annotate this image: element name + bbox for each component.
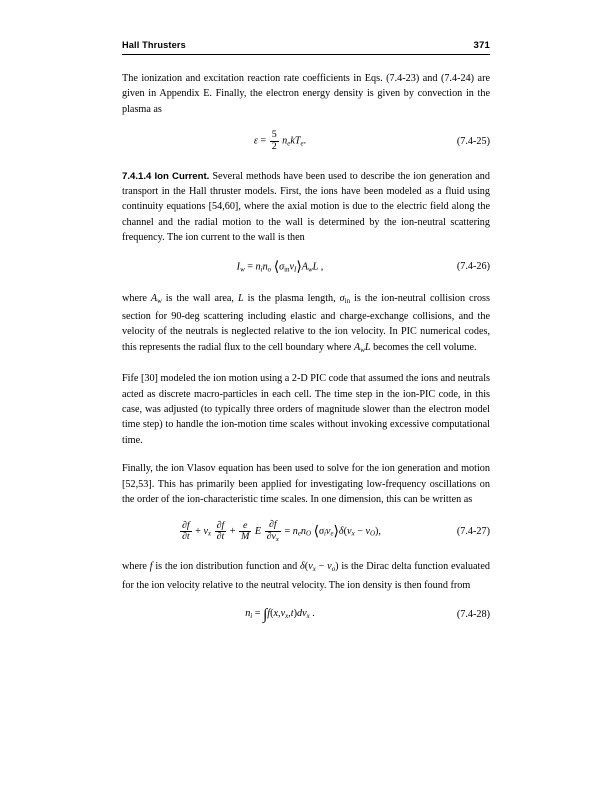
paragraph-4: Fife [30] modeled the ion motion using a 2-D PIC code that assumed the ions and neutrals acted as discrete macro-particles in each cell. The time step in the ion-PIC code, in this case, was adjusted (to typically three orders of magnitude slower than the electron model time step) to handle the ion-motion time scales without invoking excessive computational time.: [122, 373, 490, 446]
paragraph-5: Finally, the ion Vlasov equation has been used to solve for the ion generation and motion [52,53]. This has primarily been applied for investigating low-frequency oscillations on the order of the ion-characteristic time scales. In one dimension, this can be written as: [122, 463, 490, 505]
paragraph-2-text: Several methods have been used to describe the ion generation and transport in the Hall thruster models. First, the ions have been modeled as a fluid using continuity equations [54,60], where the axial motion is due to the electric field along the channel and the radial motion to the wall is determined by the ion-neutral scattering frequency. The ion current to the wall is then: [122, 170, 490, 244]
equation-7-4-27-body: $\frac{\partial f}{\partial t}$ + $v_x$ $\frac{\partial f}{\partial t}$ + $\frac{e}{M}$ E $\frac{\partial f}{\partial v_x}$ = $n_en_O$ $⟨\sigma_iv_e⟩\delta(v_x - v_O)$,: [182, 519, 381, 543]
equation-7-4-25-body: ε = $\frac{5}{2}$ $n_ekT_e$.: [253, 129, 307, 152]
paragraph-1: The ionization and excitation reaction rate coefficients in Eqs. (7.4-23) and (7.4-24) are given in Appendix E. Finally, the electron energy density is given by convection in the plasma as: [122, 73, 490, 115]
equation-7-4-25: [122, 130, 490, 152]
equation-7-4-27-number: (7.4-27): [456, 526, 490, 538]
paragraph-3: where $A_w$ is the wall area, L is the plasma length, $\sigma_{in}$ is the ion-neutral collision cross section for 90-deg scattering including elastic and charge-exchange collisions, and the velocity of the neutrals is neglected relative to the ion velocity. In PIC numerical codes, this represents the radial flux to the cell boundary where $A_wL$ becomes the cell volume.: [122, 292, 490, 354]
equation-7-4-28-body: $n_i = \int f(x,v_x,t)dv_x$ .: [245, 605, 315, 623]
paragraph-6: where f is the ion distribution function and $\delta(v_x - v_o)$ is the Dirac delta function evaluated for the ion velocity relative to the neutral velocity. The ion density is then found from: [122, 561, 490, 591]
equation-7-4-28: [122, 606, 490, 624]
equation-7-4-25-number: (7.4-25): [456, 135, 490, 147]
equation-7-4-26-body: $I_w = n_in_o$ $⟨\sigma_{in}v_I⟩A_wL$ ,: [236, 258, 324, 274]
page-content: [122, 40, 490, 624]
equation-7-4-27: [122, 520, 490, 543]
page-number: 371: [473, 40, 490, 51]
equation-7-4-26: [122, 259, 490, 275]
running-title: Hall Thrusters: [122, 40, 186, 50]
equation-7-4-28-number: (7.4-28): [456, 609, 490, 621]
equation-7-4-26-number: (7.4-26): [456, 261, 490, 273]
section-heading-ion-current: 7.4.1.4 Ion Current.: [122, 170, 210, 182]
page-header: [122, 40, 490, 55]
paragraph-2: [122, 169, 490, 246]
